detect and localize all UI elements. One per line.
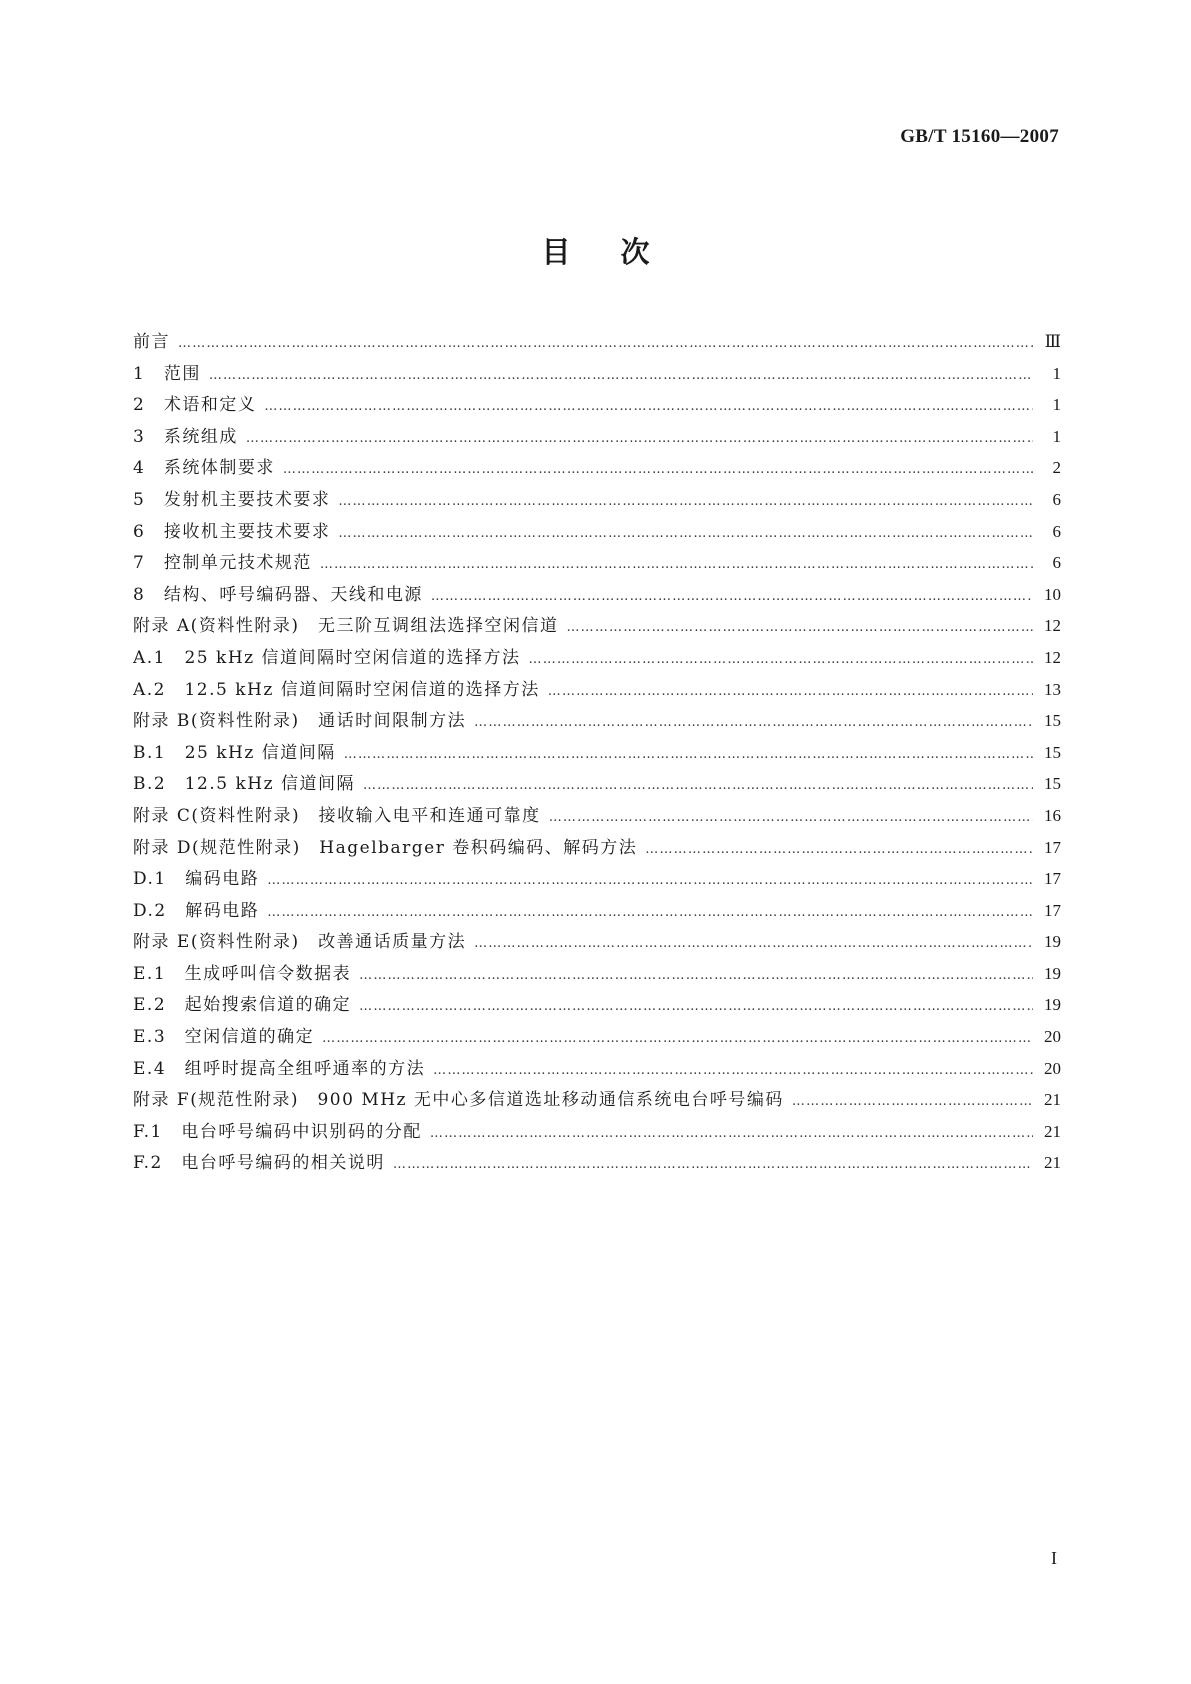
toc-entry[interactable]	[133, 327, 1061, 359]
toc-dot-leader	[209, 368, 1033, 383]
toc-dot-leader	[433, 1063, 1033, 1078]
toc-entry-label: A.2 12.5 kHz 信道间隔时空闲信道的选择方法	[133, 679, 540, 700]
toc-entry-label: E.4 组呼时提高全组呼通率的方法	[133, 1058, 426, 1079]
toc-entry[interactable]	[133, 1148, 1061, 1180]
toc-entry[interactable]	[133, 548, 1061, 580]
standard-number: GB/T 15160—2007	[900, 126, 1059, 147]
toc-entry-label: 附录 F(规范性附录) 900 MHz 无中心多信道选址移动通信系统电台呼号编码	[133, 1090, 784, 1111]
toc-entry-page: 1	[1052, 363, 1061, 383]
toc-dot-leader	[393, 1157, 1033, 1172]
toc-entry-label: 附录 A(资料性附录) 无三阶互调组法选择空闲信道	[133, 616, 559, 637]
table-of-contents	[133, 327, 1061, 1180]
toc-entry[interactable]	[133, 990, 1061, 1022]
toc-entry-page: 21	[1044, 1153, 1061, 1173]
toc-dot-leader	[359, 968, 1033, 983]
toc-entry-page: 12	[1044, 647, 1061, 667]
toc-entry-label: 附录 B(资料性附录) 通话时间限制方法	[133, 711, 467, 732]
toc-dot-leader	[359, 999, 1033, 1014]
toc-entry-label: 6 接收机主要技术要求	[133, 521, 331, 542]
toc-dot-leader	[283, 462, 1033, 477]
toc-entry[interactable]	[133, 1022, 1061, 1054]
toc-entry[interactable]	[133, 769, 1061, 801]
page-title: 目次	[541, 235, 700, 269]
toc-dot-leader	[264, 399, 1033, 414]
toc-entry-page: Ⅲ	[1044, 332, 1061, 351]
toc-entry[interactable]	[133, 643, 1061, 675]
toc-entry-label: D.1 编码电路	[133, 869, 260, 890]
toc-dot-leader	[529, 652, 1033, 667]
toc-dot-leader	[431, 589, 1033, 604]
toc-entry-label: A.1 25 kHz 信道间隔时空闲信道的选择方法	[133, 647, 521, 668]
toc-dot-leader	[267, 905, 1033, 920]
toc-entry[interactable]	[133, 390, 1061, 422]
toc-entry[interactable]	[133, 580, 1061, 612]
toc-entry-page: 6	[1052, 521, 1061, 541]
toc-entry-page: 15	[1044, 711, 1061, 731]
toc-entry-label: 3 系统组成	[133, 426, 238, 447]
toc-dot-leader	[474, 715, 1033, 730]
toc-dot-leader	[474, 936, 1033, 951]
toc-dot-leader	[549, 810, 1033, 825]
toc-dot-leader	[338, 526, 1033, 541]
toc-entry-page: 21	[1044, 1090, 1061, 1110]
toc-entry[interactable]	[133, 864, 1061, 896]
toc-entry[interactable]	[133, 359, 1061, 391]
toc-entry[interactable]	[133, 485, 1061, 517]
toc-entry[interactable]	[133, 706, 1061, 738]
toc-entry-label: E.1 生成呼叫信令数据表	[133, 963, 352, 984]
toc-dot-leader	[645, 842, 1033, 857]
toc-entry-label: E.2 起始搜索信道的确定	[133, 995, 352, 1016]
toc-entry[interactable]	[133, 896, 1061, 928]
toc-entry-page: 19	[1044, 963, 1061, 983]
toc-entry-label: E.3 空闲信道的确定	[133, 1027, 315, 1048]
toc-dot-leader	[566, 620, 1033, 635]
toc-entry-page: 13	[1044, 679, 1061, 699]
toc-entry-page: 15	[1044, 742, 1061, 762]
toc-entry[interactable]	[133, 1085, 1061, 1117]
toc-entry[interactable]	[133, 422, 1061, 454]
toc-entry-label: B.1 25 kHz 信道间隔	[133, 742, 336, 763]
toc-entry-page: 16	[1044, 805, 1061, 825]
toc-entry[interactable]	[133, 833, 1061, 865]
toc-entry-page: 17	[1044, 869, 1061, 889]
toc-entry-page: 17	[1044, 900, 1061, 920]
toc-entry-page: 17	[1044, 837, 1061, 857]
toc-entry-label: 附录 E(资料性附录) 改善通话质量方法	[133, 932, 467, 953]
page-number: I	[1051, 1548, 1057, 1568]
toc-entry-label: 1 范围	[133, 363, 201, 384]
toc-entry-label: 5 发射机主要技术要求	[133, 489, 331, 510]
toc-entry-page: 19	[1044, 932, 1061, 952]
toc-dot-leader	[338, 494, 1033, 509]
toc-entry[interactable]	[133, 1054, 1061, 1086]
toc-dot-leader	[246, 431, 1033, 446]
toc-entry-page: 6	[1052, 553, 1061, 573]
toc-dot-leader	[320, 557, 1033, 572]
toc-entry[interactable]	[133, 1117, 1061, 1149]
toc-entry-page: 10	[1044, 584, 1061, 604]
toc-entry-label: 2 术语和定义	[133, 395, 257, 416]
toc-entry-page: 15	[1044, 774, 1061, 794]
toc-entry-page: 12	[1044, 616, 1061, 636]
toc-entry-label: B.2 12.5 kHz 信道间隔	[133, 774, 355, 795]
toc-dot-leader	[363, 778, 1033, 793]
toc-entry-label: 前言	[133, 332, 170, 352]
toc-entry-page: 20	[1044, 1058, 1061, 1078]
toc-entry[interactable]	[133, 801, 1061, 833]
toc-entry[interactable]	[133, 453, 1061, 485]
toc-entry-label: 附录 D(规范性附录) Hagelbarger 卷积码编码、解码方法	[133, 837, 638, 858]
toc-entry-label: D.2 解码电路	[133, 900, 260, 921]
toc-entry-page: 2	[1052, 458, 1061, 478]
toc-entry-page: 21	[1044, 1121, 1061, 1141]
toc-entry[interactable]	[133, 517, 1061, 549]
toc-entry-label: 附录 C(资料性附录) 接收输入电平和连通可靠度	[133, 805, 541, 826]
toc-entry-page: 6	[1052, 489, 1061, 509]
toc-dot-leader	[344, 747, 1033, 762]
toc-entry[interactable]	[133, 675, 1061, 707]
toc-entry-label: F.2 电台呼号编码的相关说明	[133, 1153, 385, 1174]
toc-dot-leader	[267, 873, 1033, 888]
toc-entry[interactable]	[133, 611, 1061, 643]
toc-entry-label: 8 结构、呼号编码器、天线和电源	[133, 584, 423, 605]
toc-dot-leader	[548, 684, 1033, 699]
toc-dot-leader	[178, 336, 1033, 351]
toc-entry-page: 19	[1044, 995, 1061, 1015]
toc-dot-leader	[430, 1126, 1033, 1141]
toc-entry-label: F.1 电台呼号编码中识别码的分配	[133, 1121, 422, 1142]
toc-entry-page: 20	[1044, 1027, 1061, 1047]
toc-dot-leader	[792, 1094, 1033, 1109]
toc-entry-label: 7 控制单元技术规范	[133, 553, 312, 574]
toc-dot-leader	[322, 1031, 1033, 1046]
toc-entry[interactable]	[133, 738, 1061, 770]
toc-entry-page: 1	[1052, 426, 1061, 446]
toc-entry[interactable]	[133, 959, 1061, 991]
toc-entry-page: 1	[1052, 395, 1061, 415]
toc-entry-label: 4 系统体制要求	[133, 458, 275, 479]
toc-entry[interactable]	[133, 927, 1061, 959]
